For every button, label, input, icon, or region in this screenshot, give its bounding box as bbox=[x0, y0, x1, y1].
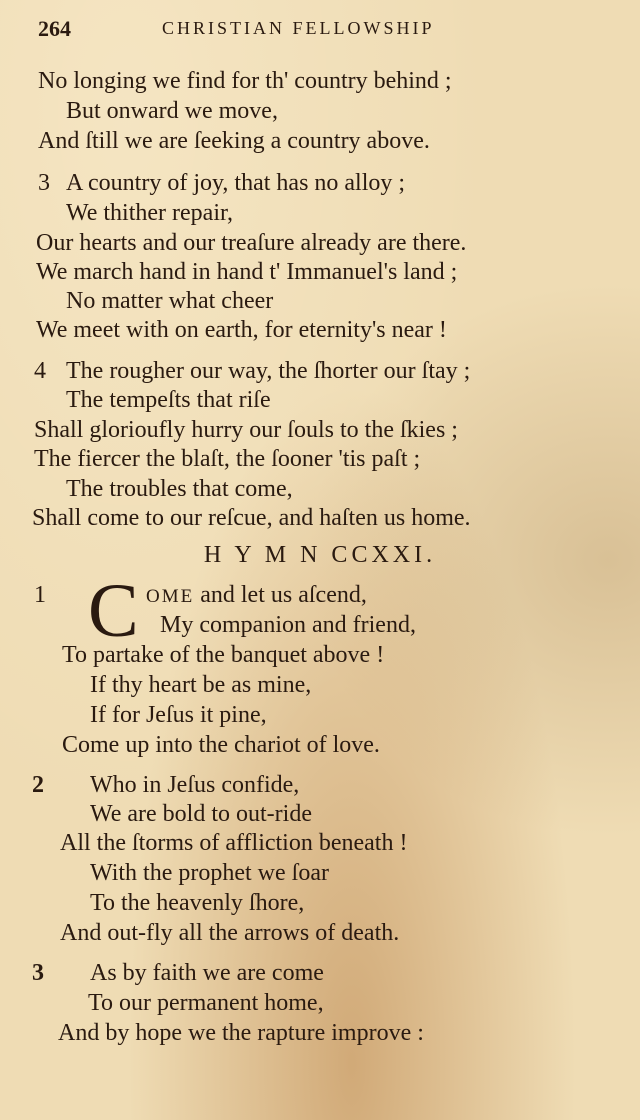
verse-line: Shall glorioufly hurry our ſouls to the ſkies ; bbox=[34, 417, 458, 443]
page-header bbox=[38, 16, 598, 44]
verse-number: 2 bbox=[32, 772, 44, 798]
verse-line: To our permanent home, bbox=[88, 990, 324, 1016]
verse-number: 1 bbox=[34, 582, 46, 608]
running-title: CHRISTIAN FELLOWSHIP bbox=[162, 18, 435, 38]
verse-line: Come up into the chariot of love. bbox=[62, 732, 380, 758]
verse-line: We thither repair, bbox=[66, 200, 234, 226]
stanza-number: 4 bbox=[34, 358, 46, 384]
page-number: 264 bbox=[38, 16, 71, 41]
verse-line: As by faith we are come bbox=[90, 960, 324, 986]
verse-line: A country of joy, that has no alloy ; bbox=[66, 170, 406, 196]
verse-line: The tempeſts that riſe bbox=[66, 387, 271, 413]
drop-cap: C bbox=[88, 569, 139, 653]
verse-line bbox=[146, 580, 367, 612]
verse-line: Our hearts and our treaſure already are there. bbox=[36, 230, 467, 256]
hymn-title: H Y M N CCXXI. bbox=[203, 542, 437, 568]
verse-line: With the prophet we ſoar bbox=[90, 860, 329, 886]
verse-line: The fiercer the blaſt, the ſooner 'tis paſt ; bbox=[34, 446, 421, 472]
verse-line: We are bold to out-ride bbox=[90, 801, 312, 827]
verse-line-tail: and let us aſcend, bbox=[194, 582, 367, 608]
verse-line: No longing we find for th' country behind ; bbox=[38, 68, 452, 94]
verse-line: And out-fly all the arrows of death. bbox=[60, 920, 400, 946]
verse-line: Shall come to our reſcue, and haſten us home. bbox=[32, 505, 471, 531]
verse-line: All the ſtorms of affliction beneath ! bbox=[60, 830, 408, 856]
verse-line: And ſtill we are ſeeking a country above. bbox=[38, 128, 430, 154]
verse-line: We meet with on earth, for eternity's near ! bbox=[36, 317, 447, 343]
verse-line: If for Jeſus it pine, bbox=[90, 702, 267, 728]
verse-line: To the heavenly ſhore, bbox=[90, 890, 305, 916]
stanza-number: 3 bbox=[38, 170, 50, 196]
verse-line: Who in Jeſus confide, bbox=[90, 772, 300, 798]
verse-line: But onward we move, bbox=[66, 98, 278, 124]
verse-line: The troubles that come, bbox=[66, 476, 293, 502]
verse-line: No matter what cheer bbox=[66, 288, 274, 314]
verse-line: If thy heart be as mine, bbox=[90, 672, 312, 698]
verse-line: And by hope we the rapture improve : bbox=[58, 1020, 424, 1046]
verse-line: My companion and friend, bbox=[160, 612, 416, 638]
verse-number: 3 bbox=[32, 960, 44, 986]
verse-line: We march hand in hand t' Immanuel's land ; bbox=[36, 259, 458, 285]
small-caps-word: OME bbox=[146, 586, 195, 607]
verse-line: To partake of the banquet above ! bbox=[62, 642, 385, 668]
verse-line: The rougher our way, the ſhorter our ſtay ; bbox=[66, 358, 471, 384]
